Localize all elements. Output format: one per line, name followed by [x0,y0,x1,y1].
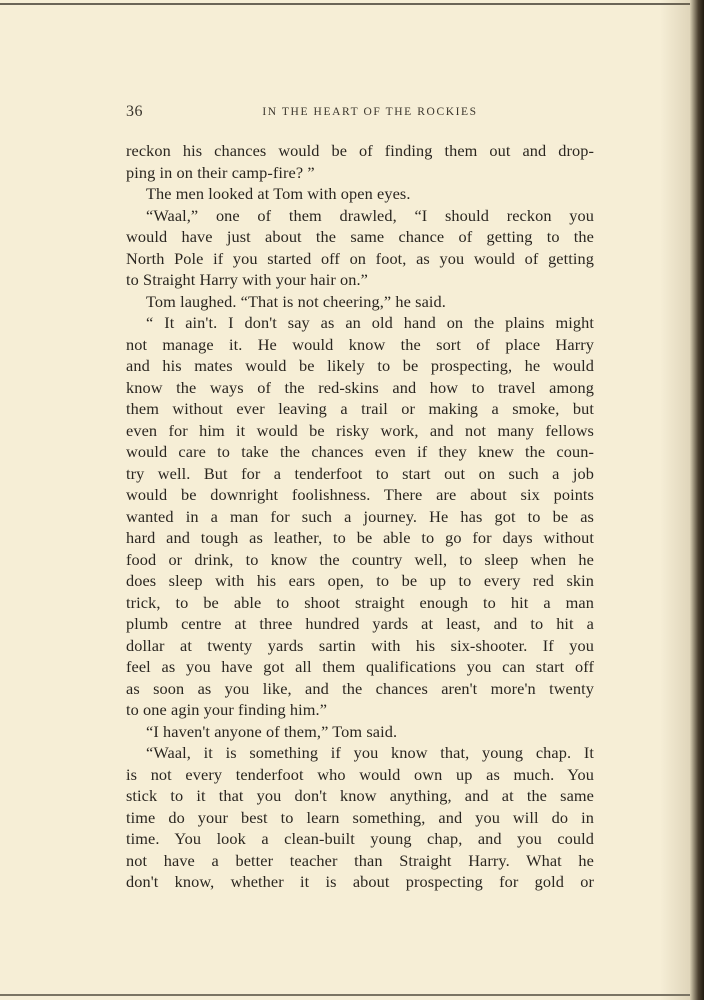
text-line: would be downright foolishness. There are about six points [126,485,594,504]
text-line: trick, to be able to shoot straight enough to hit a man [126,592,594,612]
text-line: dollar at twenty yards sartin with his six-shooter. If you [126,635,594,655]
text-line: hard and tough as leather, to be able to go for days without [126,528,594,547]
text-line: would care to take the chances even if they knew the coun- [126,442,594,461]
text-line: “ It ain't. I don't say as an old hand on the plains might [146,313,594,332]
text-line: not manage it. He would know the sort of place Harry [126,334,594,354]
text-line: stick to it that you don't know anything, and at the same [126,786,594,805]
text-line: and his mates would be likely to be prospecting, he would [126,356,594,375]
text-line: North Pole if you started off on foot, as you would of getting [126,248,594,268]
text-line: know the ways of the red-skins and how to travel among [126,377,594,397]
gutter-shadow [660,0,690,1000]
bottom-rule [0,994,690,996]
page-number: 36 [126,103,143,120]
text-line: is not every tenderfoot who would own up as much. You [126,764,594,784]
text-line: to Straight Harry with your hair on.” [126,270,368,289]
page-edge [690,0,704,1000]
text-line: to one agin your finding him.” [126,700,328,719]
text-line: “I haven't anyone of them,” Tom said. [146,721,398,741]
body-text [126,140,594,893]
text-line: The men looked at Tom with open eyes. [146,184,411,203]
running-head [126,103,594,123]
text-line: food or drink, to know the country well, to sleep when he [126,549,594,569]
text-line: Tom laughed. “That is not cheering,” he said. [146,291,446,311]
text-line: “Waal,” one of them drawled, “I should reckon you [146,205,594,225]
text-line: plumb centre at three hundred yards at least, and to hit a [126,614,594,633]
text-line: time do your best to learn something, and you will do in [126,807,594,827]
text-line: them without ever leaving a trail or making a smoke, but [126,399,594,418]
text-line: don't know, whether it is about prospecting for gold or [126,872,594,891]
text-line: try well. But for a tenderfoot to start out on such a job [126,463,594,483]
text-line: “Waal, it is something if you know that, young chap. It [146,743,594,762]
text-line: would have just about the same chance of getting to the [126,227,594,246]
running-title: IN THE HEART OF THE ROCKIES [262,106,478,118]
text-line: time. You look a clean-built young chap, and you could [126,829,594,848]
text-line: does sleep with his ears open, to be up to every red skin [126,571,594,590]
top-rule [0,3,690,5]
text-line: as soon as you like, and the chances aren't more'n twenty [126,678,594,698]
text-line: ping in on their camp-fire? ” [126,162,315,182]
text-line: even for him it would be risky work, and not many fellows [126,420,594,440]
text-line: wanted in a man for such a journey. He has got to be as [126,506,594,526]
text-line: reckon his chances would be of finding them out and drop- [126,141,594,160]
text-line: feel as you have got all them qualifications you can start off [126,657,594,676]
text-line: not have a better teacher than Straight Harry. What he [126,850,594,870]
